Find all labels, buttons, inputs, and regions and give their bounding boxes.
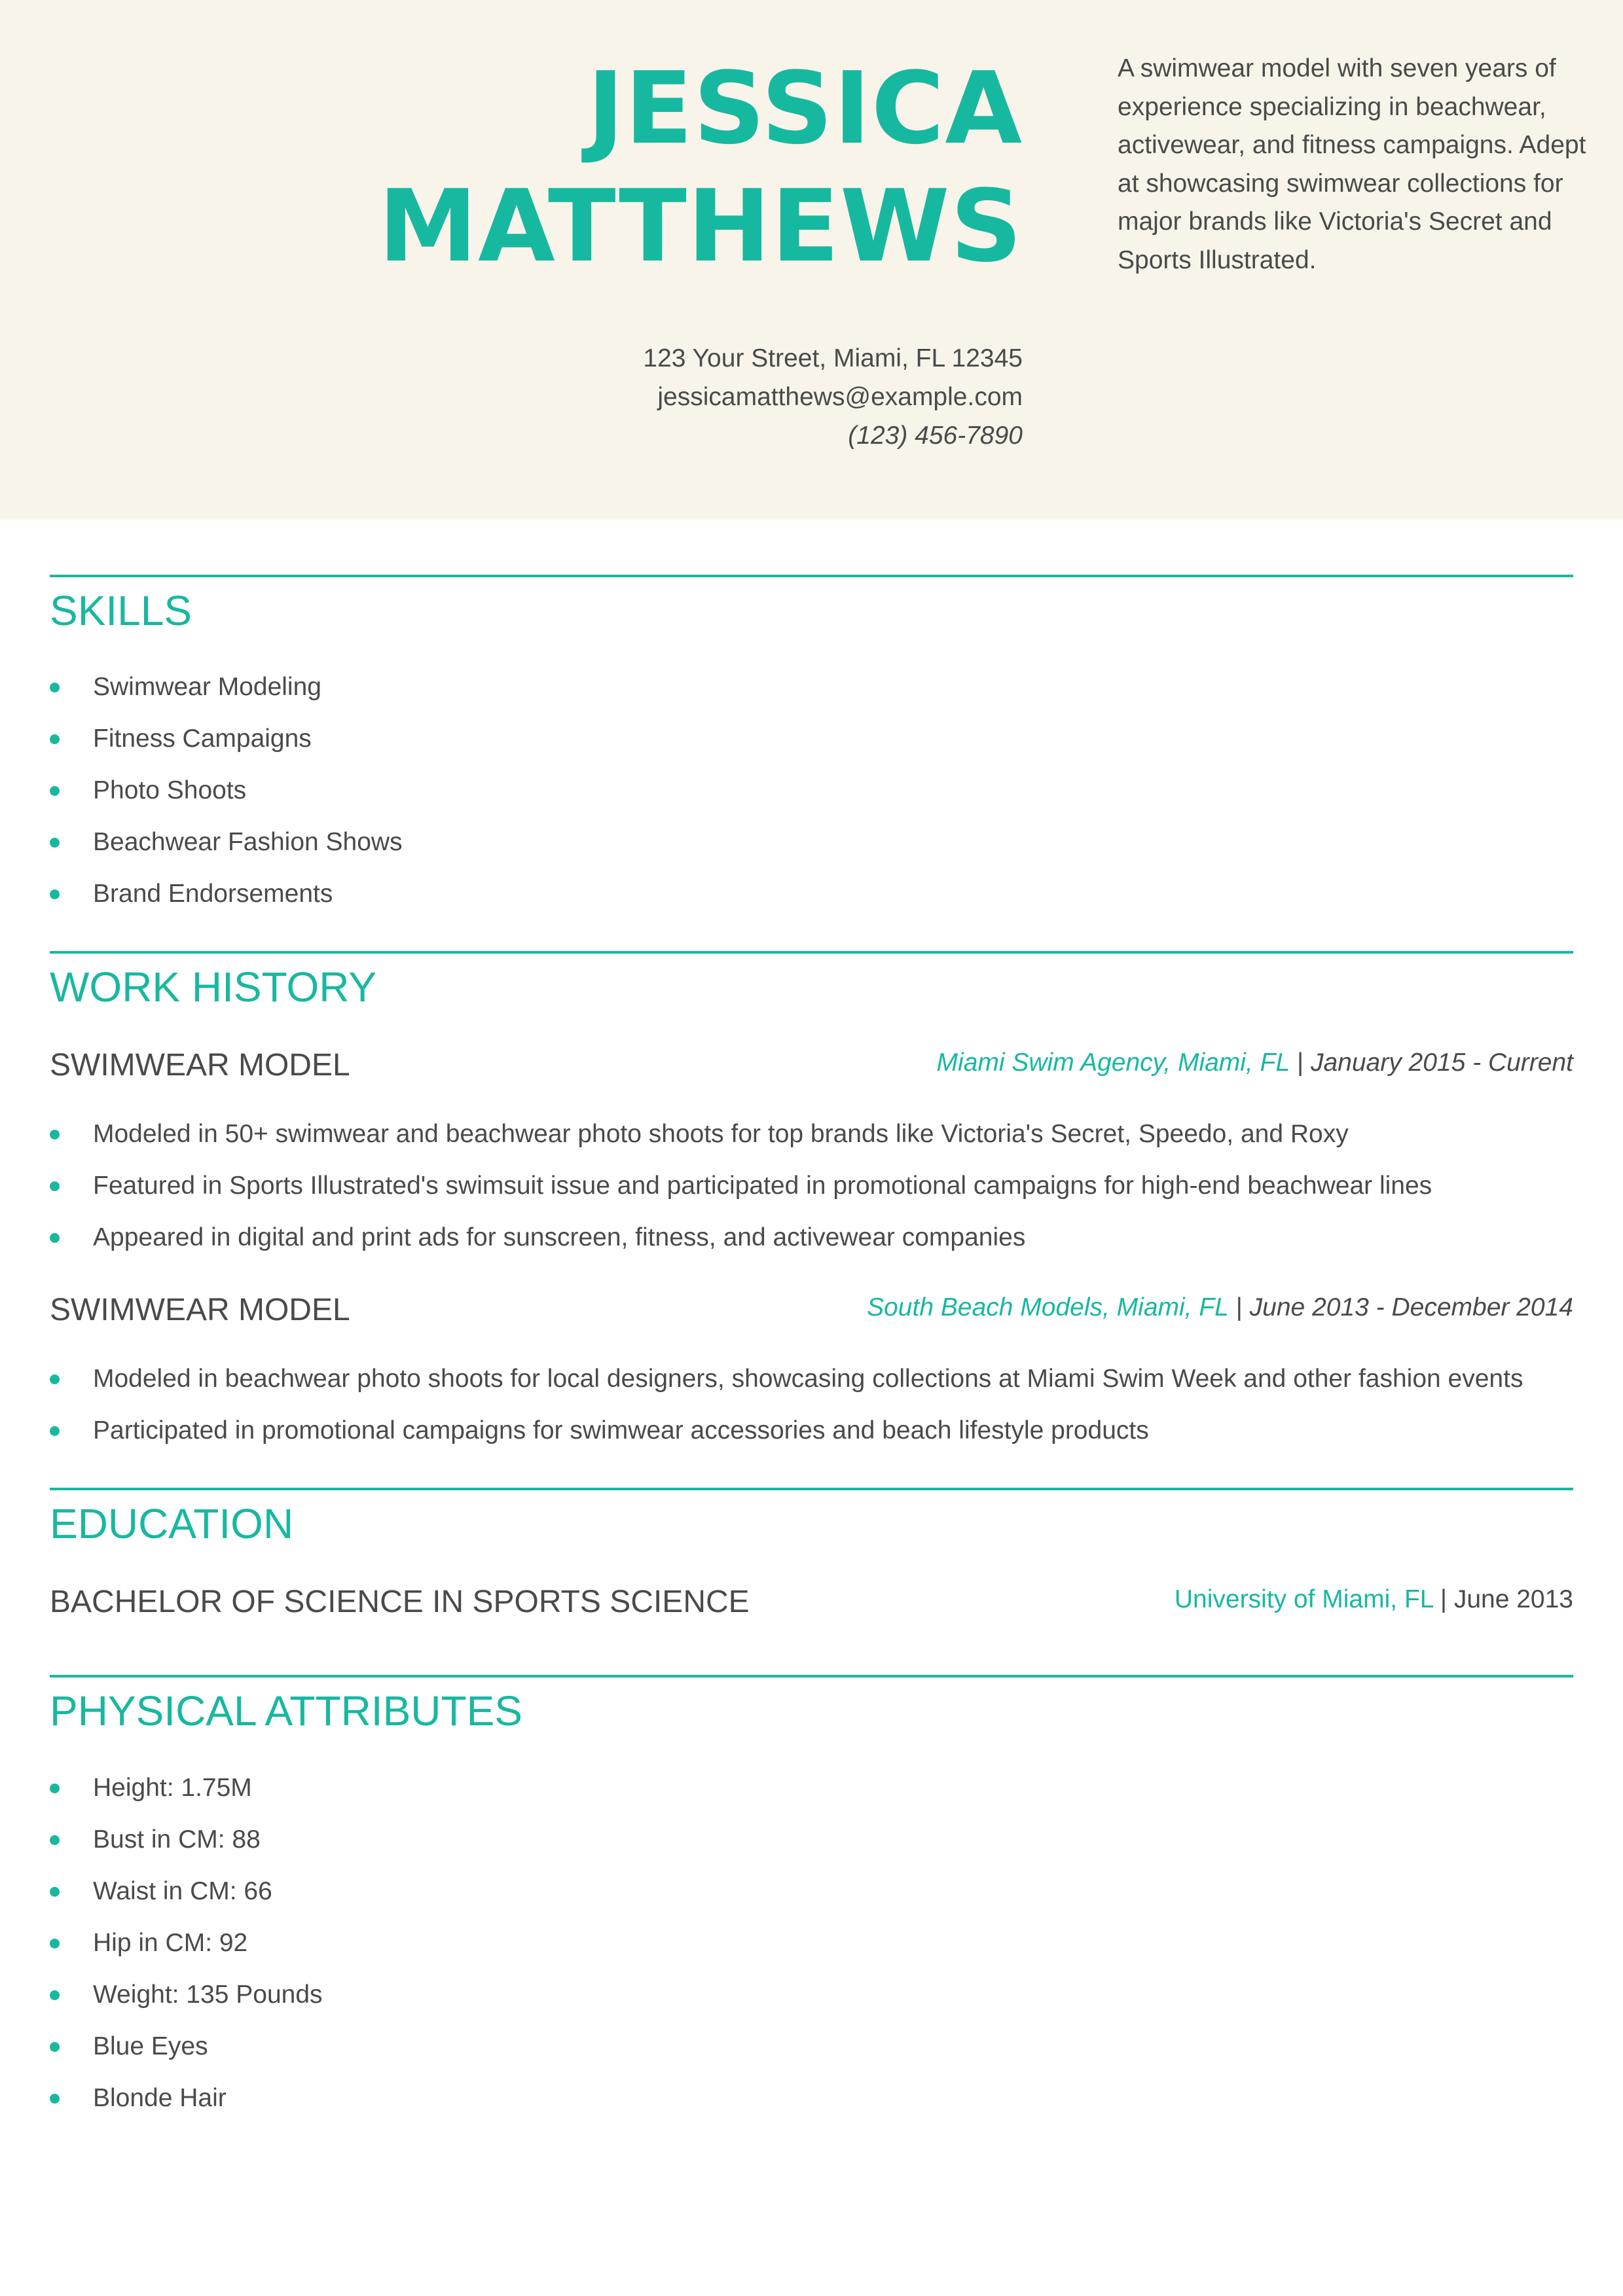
list-item: Height: 1.75M bbox=[50, 1762, 1575, 1814]
degree: BACHELOR OF SCIENCE IN SPORTS SCIENCE bbox=[50, 1585, 750, 1619]
list-item: Weight: 135 Pounds bbox=[50, 1969, 1575, 2020]
school: University of Miami, FL bbox=[1174, 1585, 1434, 1613]
job-bullets bbox=[50, 1108, 1575, 1263]
section-divider bbox=[50, 1488, 1573, 1490]
list-item: Appeared in digital and print ads for sunscreen, fitness, and activewear companies bbox=[50, 1211, 1575, 1263]
list-item: Beachwear Fashion Shows bbox=[50, 816, 1575, 868]
list-item: Participated in promotional campaigns for swimwear accessories and beach lifestyle products bbox=[50, 1405, 1575, 1456]
skills-heading: SKILLS bbox=[50, 587, 192, 634]
education-heading: EDUCATION bbox=[50, 1500, 294, 1547]
separator: | bbox=[1290, 1049, 1311, 1077]
list-item: Hip in CM: 92 bbox=[50, 1917, 1575, 1969]
list-item: Bust in CM: 88 bbox=[50, 1814, 1575, 1865]
job-title: SWIMWEAR MODEL bbox=[50, 1048, 350, 1083]
resume-header bbox=[0, 0, 1623, 520]
section-divider bbox=[50, 575, 1573, 577]
separator: | bbox=[1433, 1585, 1454, 1613]
skills-list bbox=[50, 661, 1575, 920]
education-meta bbox=[1175, 1580, 1573, 1619]
employer: Miami Swim Agency, Miami, FL bbox=[936, 1049, 1290, 1077]
address: 123 Your Street, Miami, FL 12345 bbox=[643, 344, 1023, 372]
physical-attributes-heading: PHYSICAL ATTRIBUTES bbox=[50, 1687, 522, 1734]
job-dates: June 2013 - December 2014 bbox=[1249, 1293, 1573, 1321]
list-item: Swimwear Modeling bbox=[50, 661, 1575, 713]
candidate-name bbox=[378, 50, 1023, 285]
list-item: Modeled in 50+ swimwear and beachwear photo shoots for top brands like Victoria's Secret, Speedo, and Roxy bbox=[50, 1108, 1575, 1160]
job-title: SWIMWEAR MODEL bbox=[50, 1293, 350, 1327]
professional-summary: A swimwear model with seven years of experience specializing in beachwear, activewear, and fitness campaigns. Adept at showcasing swimwear collections for major brands like Victoria's Secret and Sports Illustrated. bbox=[1118, 54, 1586, 274]
employer: South Beach Models, Miami, FL bbox=[867, 1293, 1229, 1321]
work-history-heading: WORK HISTORY bbox=[50, 963, 377, 1011]
job-meta bbox=[937, 1043, 1573, 1083]
list-item: Waist in CM: 66 bbox=[50, 1865, 1575, 1917]
phone: (123) 456-7890 bbox=[848, 422, 1023, 450]
list-item: Fitness Campaigns bbox=[50, 713, 1575, 764]
physical-attributes-list bbox=[50, 1762, 1575, 2124]
list-item: Brand Endorsements bbox=[50, 868, 1575, 920]
list-item: Blonde Hair bbox=[50, 2072, 1575, 2124]
job-bullets bbox=[50, 1353, 1575, 1456]
job-meta bbox=[867, 1288, 1573, 1327]
section-divider bbox=[50, 951, 1573, 954]
email: jessicamatthews@example.com bbox=[657, 383, 1023, 411]
last-name: MATTHEWS bbox=[378, 168, 1023, 284]
first-name: JESSICA bbox=[587, 50, 1023, 166]
contact-info bbox=[643, 339, 1023, 455]
list-item: Featured in Sports Illustrated's swimsuit issue and participated in promotional campaigns for high-end beachwear lines bbox=[50, 1160, 1575, 1211]
graduation-date: June 2013 bbox=[1453, 1585, 1573, 1613]
list-item: Modeled in beachwear photo shoots for local designers, showcasing collections at Miami Swim Week and other fashion events bbox=[50, 1353, 1575, 1405]
separator: | bbox=[1228, 1293, 1250, 1321]
section-divider bbox=[50, 1675, 1573, 1677]
job-dates: January 2015 - Current bbox=[1310, 1049, 1573, 1077]
list-item: Photo Shoots bbox=[50, 764, 1575, 816]
list-item: Blue Eyes bbox=[50, 2020, 1575, 2072]
